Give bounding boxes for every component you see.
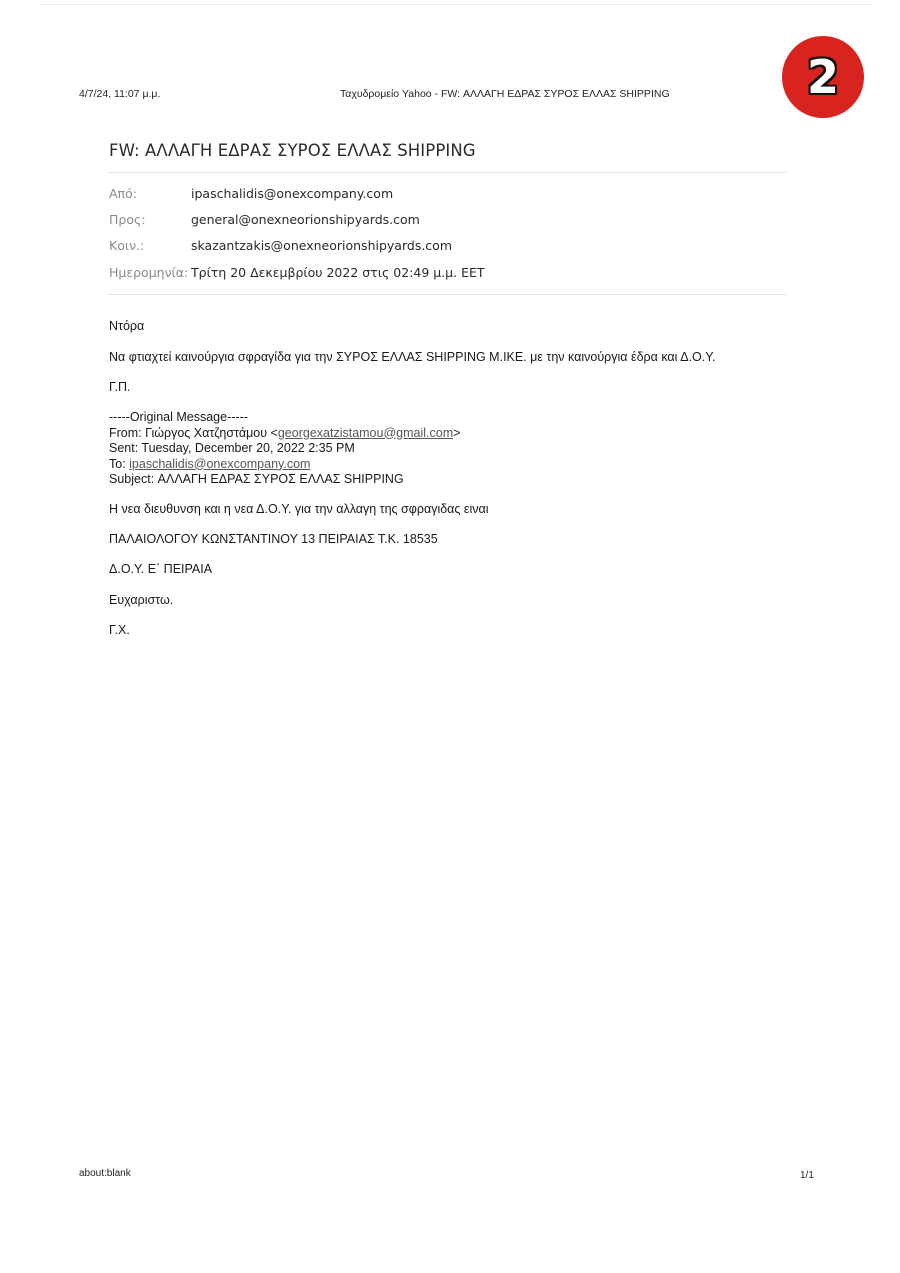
cc-label: Κοιν.: [109,238,145,253]
from-label: Από: [109,186,137,201]
print-date: 4/7/24, 11:07 μ.μ. [79,88,161,100]
body-signature: Γ.Π. [109,380,131,394]
original-message-header: -----Original Message----- [109,410,248,424]
to-value: general@onexneorionshipyards.com [191,212,420,227]
page-number-badge [782,36,864,118]
original-to-email-link[interactable]: ipaschalidis@onexcompany.com [129,456,311,471]
original-address: ΠΑΛΑΙΟΛΟΓΟΥ ΚΩΝΣΤΑΝΤΙΝΟΥ 13 ΠΕΙΡΑΙΑΣ Τ.Κ. 18535 [109,532,438,546]
page-number-badge-text: 2 [806,50,839,104]
to-label: Προς: [109,212,146,227]
original-subject: Subject: ΑΛΛΑΓΗ ΕΔΡΑΣ ΣΥΡΟΣ ΕΛΛΑΣ SHIPPING [109,472,404,486]
date-value: Τρίτη 20 Δεκεμβρίου 2022 στις 02:49 μ.μ. EET [191,265,485,280]
from-value: ipaschalidis@onexcompany.com [191,186,394,201]
original-to-prefix: To: [109,456,130,471]
original-body-line-1: Η νεα διευθυνση και η νεα Δ.Ο.Υ. για την αλλαγη της σφραγιδας ειναι [109,502,489,516]
body-greeting: Ντόρα [109,319,145,333]
original-to [109,457,310,473]
original-from-email-link[interactable]: georgexatzistamou@gmail.com [277,425,454,440]
original-signature: Γ.Χ. [109,623,130,637]
email-subject: FW: ΑΛΛΑΓΗ ΕΔΡΑΣ ΣΥΡΟΣ ΕΛΛΑΣ SHIPPING [109,141,476,160]
body-line-1: Να φτιαχτεί καινούργια σφραγίδα για την ΣΥΡΟΣ ΕΛΛΑΣ SHIPPING Μ.ΙΚΕ. με την καινούργια έδρα και Δ.Ο.Υ. [109,350,716,364]
cc-value: skazantzakis@onexneorionshipyards.com [191,238,452,253]
original-sent: Sent: Tuesday, December 20, 2022 2:35 PM [109,441,355,455]
print-footer-url: about:blank [79,1168,131,1179]
date-label: Ημερομηνία: [109,265,189,280]
print-page-title: Ταχυδρομείο Yahoo - FW: ΑΛΛΑΓΗ ΕΔΡΑΣ ΣΥΡΟΣ ΕΛΛΑΣ SHIPPING [340,88,670,100]
print-footer-page-number: 1/1 [800,1170,814,1181]
original-from-suffix: > [453,425,461,440]
scan-edge-line [40,4,870,5]
header-divider [109,294,786,295]
subject-divider [109,172,786,173]
original-thanks: Ευχαριστω. [109,593,174,607]
original-from-prefix: From: Γιώργος Χατζηστάμου < [109,425,278,440]
original-tax-office: Δ.Ο.Υ. Ε΄ ΠΕΙΡΑΙΑ [109,562,213,576]
original-from [109,426,460,442]
